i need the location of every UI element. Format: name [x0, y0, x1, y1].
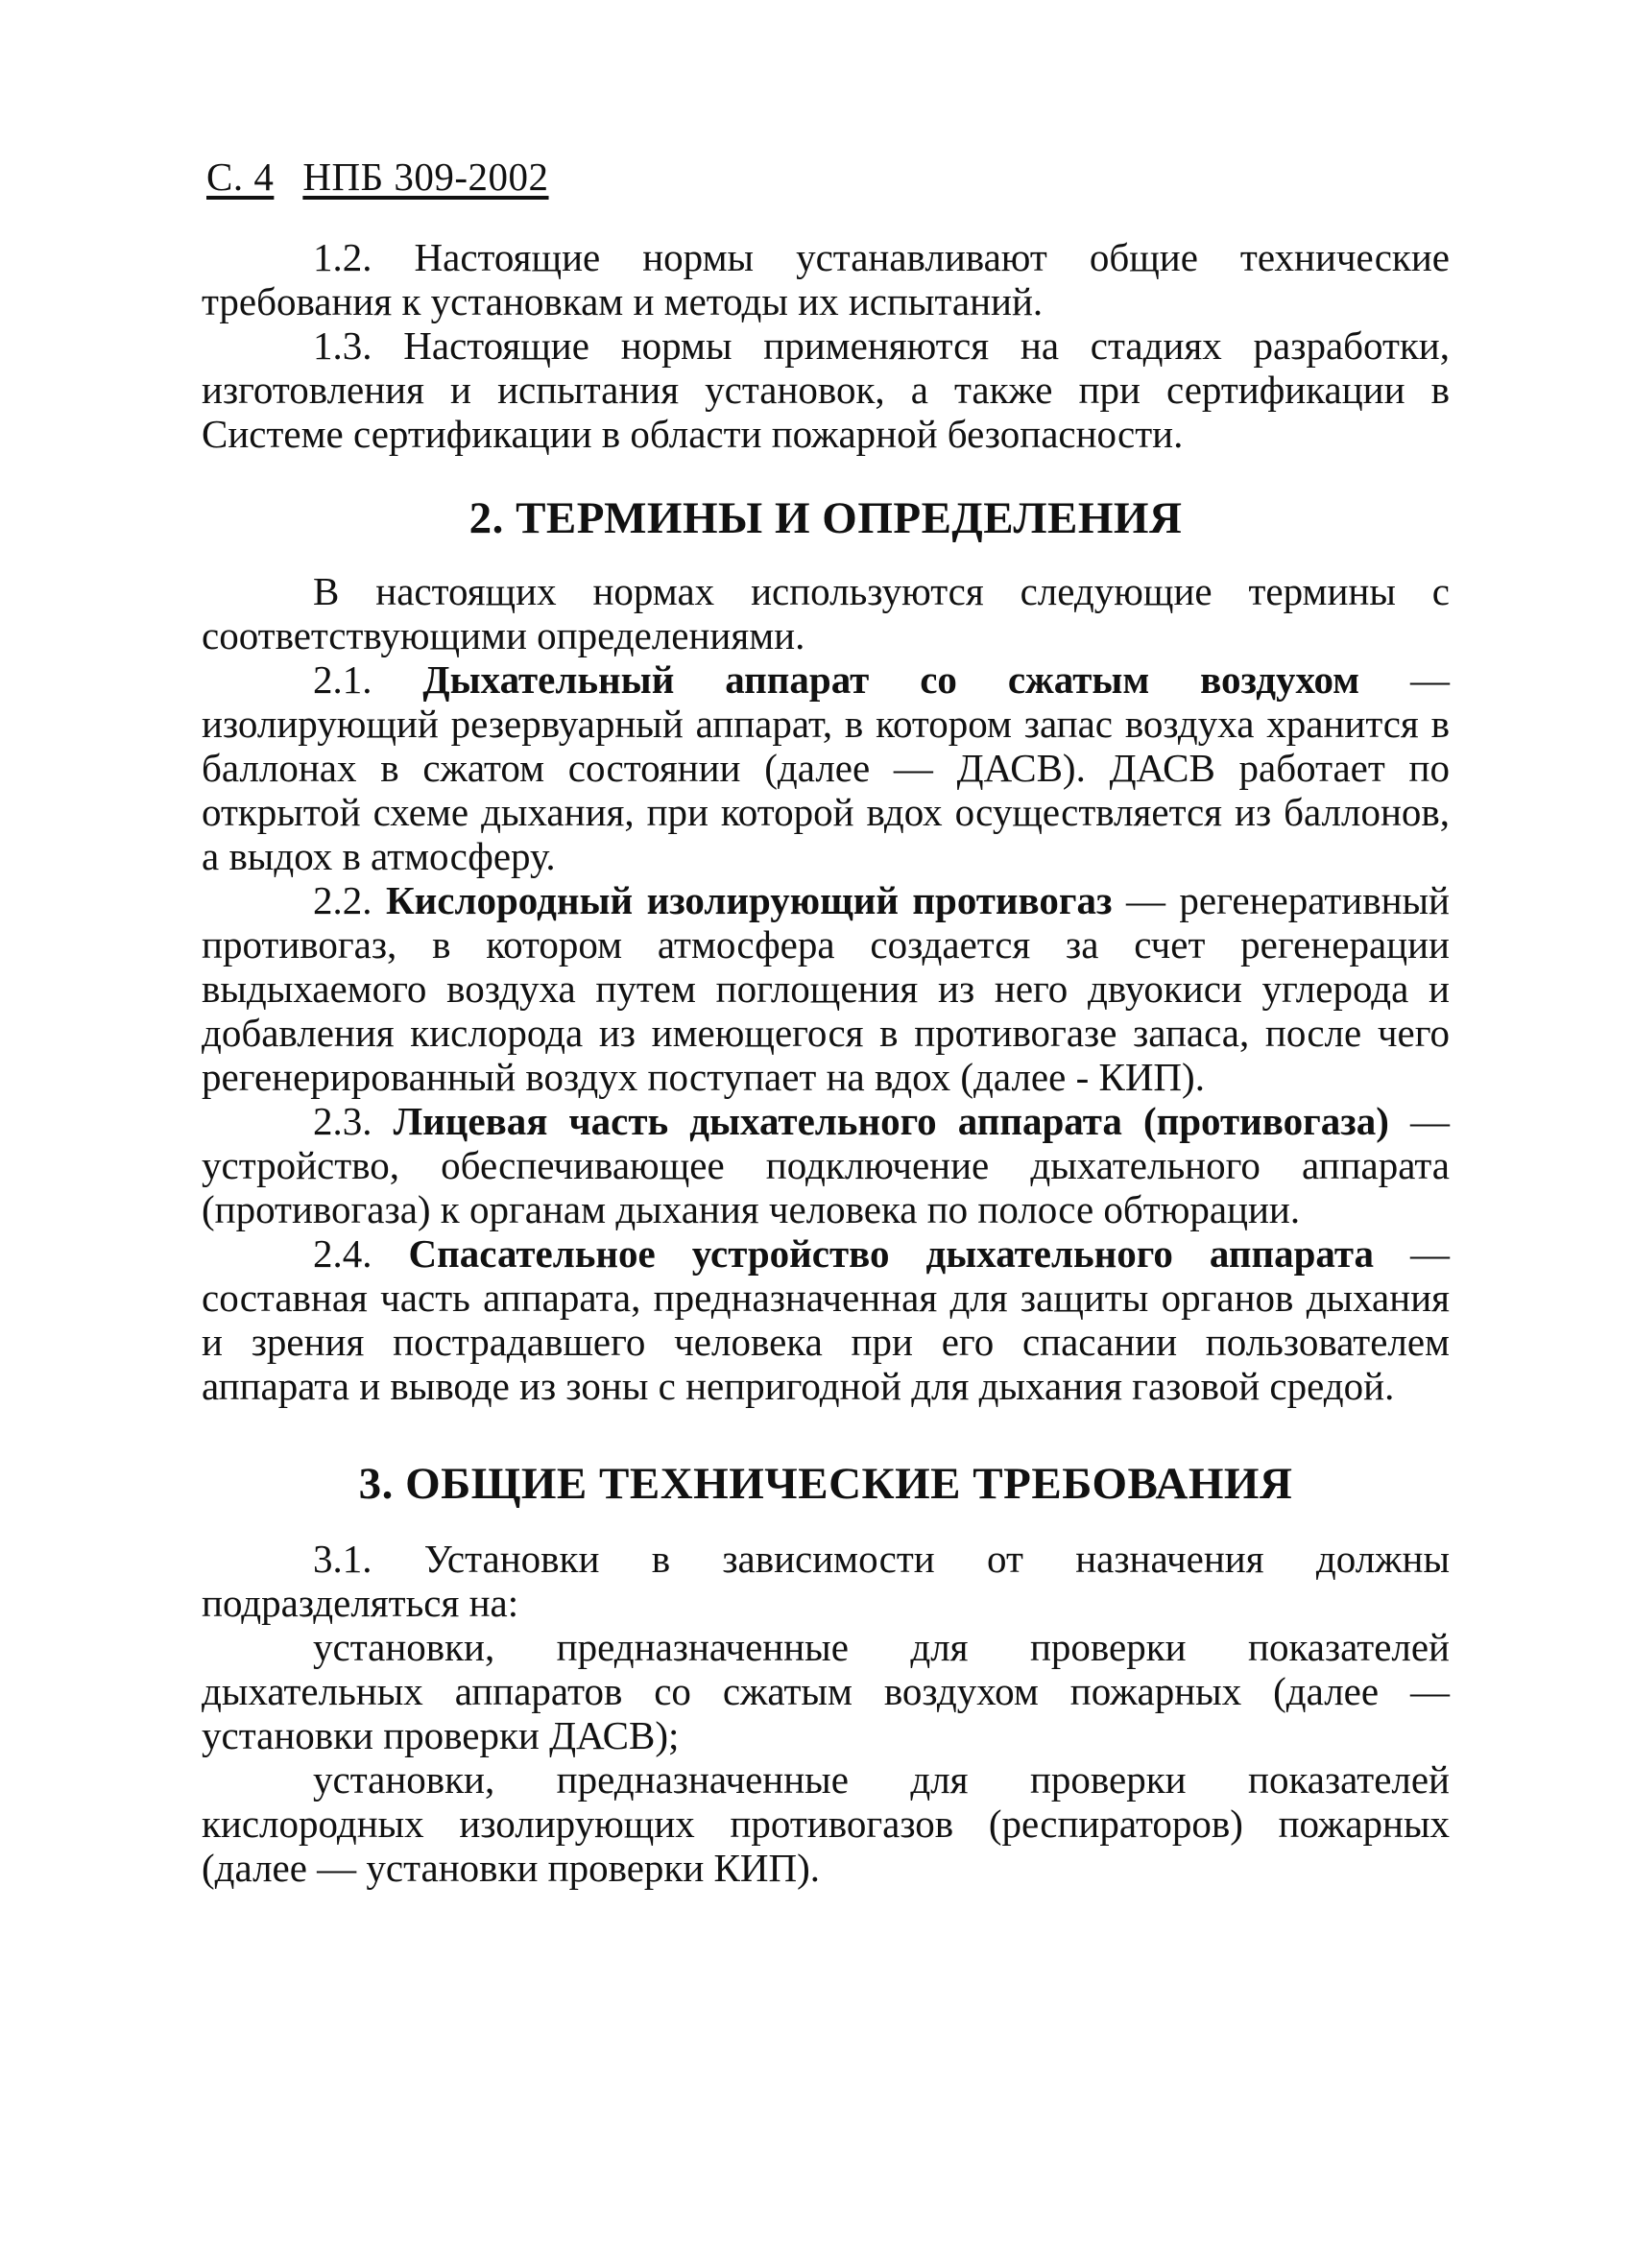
- definition-number: 2.1.: [313, 657, 372, 702]
- section-2-heading: 2. ТЕРМИНЫ И ОПРЕДЕЛЕНИЯ: [468, 493, 1183, 543]
- list-item: установки, предназначенные для проверки показателей дыхательных аппаратов со сжатым воздухом пожарных (далее — установки проверки ДАСВ);: [202, 1625, 1450, 1757]
- definition-2-2: [202, 878, 1450, 1099]
- section-3-heading: 3. ОБЩИЕ ТЕХНИЧЕСКИЕ ТРЕБОВАНИЯ: [358, 1459, 1293, 1509]
- definition-text: — изолирующий резервуарный аппарат, в котором запас воздуха хранится в баллонах в сжатом состоянии (далее — ДАСВ). ДАСВ работает по открытой схеме дыхания, при которой вдох осуществляется из баллонов, а выдох в атмосферу.: [202, 657, 1451, 878]
- list-item: установки, предназначенные для проверки показателей кислородных изолирующих противогазов (респираторов) пожарных (далее — установки проверки КИП).: [202, 1757, 1450, 1890]
- definition-2-4: [202, 1231, 1450, 1408]
- document-body: [202, 235, 1450, 1890]
- definition-number: 2.3.: [313, 1099, 372, 1143]
- section-2-lead: В настоящих нормах используются следующие термины с соответствующими определениями.: [202, 569, 1450, 657]
- definition-term: Кислородный изолирующий противогаз: [385, 878, 1113, 922]
- document-code: НПБ 309-2002: [302, 155, 549, 199]
- definition-2-1: [202, 657, 1450, 878]
- definition-2-3: [202, 1099, 1450, 1231]
- definition-term: Дыхательный аппарат со сжатым воздухом: [422, 657, 1360, 702]
- definition-text: — устройство, обеспечивающее подключение дыхательного аппарата (противогаза) к органам дыхания человека по полосе обтюрации.: [202, 1099, 1450, 1231]
- paragraph-1-3: 1.3. Настоящие нормы применяются на стадиях разработки, изготовления и испытания установок, а также при сертификации в Системе сертификации в области пожарной безопасности.: [202, 323, 1450, 456]
- running-header: [206, 154, 549, 200]
- definition-term: Лицевая часть дыхательного аппарата (противогаза): [393, 1099, 1389, 1143]
- definition-term: Спасательное устройство дыхательного аппарата: [408, 1231, 1374, 1276]
- definition-text: — составная часть аппарата, предназначенная для защиты органов дыхания и зрения пострадавшего человека при его спасании пользователем аппарата и выводе из зоны с непригодной для дыхания газовой средой.: [202, 1231, 1451, 1408]
- definition-number: 2.2.: [313, 878, 372, 922]
- definition-number: 2.4.: [313, 1231, 372, 1276]
- page-label: С. 4: [206, 155, 275, 199]
- paragraph-3-1: 3.1. Установки в зависимости от назначения должны подразделяться на:: [202, 1537, 1450, 1625]
- paragraph-1-2: 1.2. Настоящие нормы устанавливают общие технические требования к установкам и методы их испытаний.: [202, 235, 1450, 323]
- definition-text: — регенеративный противогаз, в котором атмосфера создается за счет регенерации выдыхаемого воздуха путем поглощения из него двуокиси углерода и добавления кислорода из имеющегося в противогазе запаса, после чего регенерированный воздух поступает на вдох (далее - КИП).: [202, 878, 1450, 1099]
